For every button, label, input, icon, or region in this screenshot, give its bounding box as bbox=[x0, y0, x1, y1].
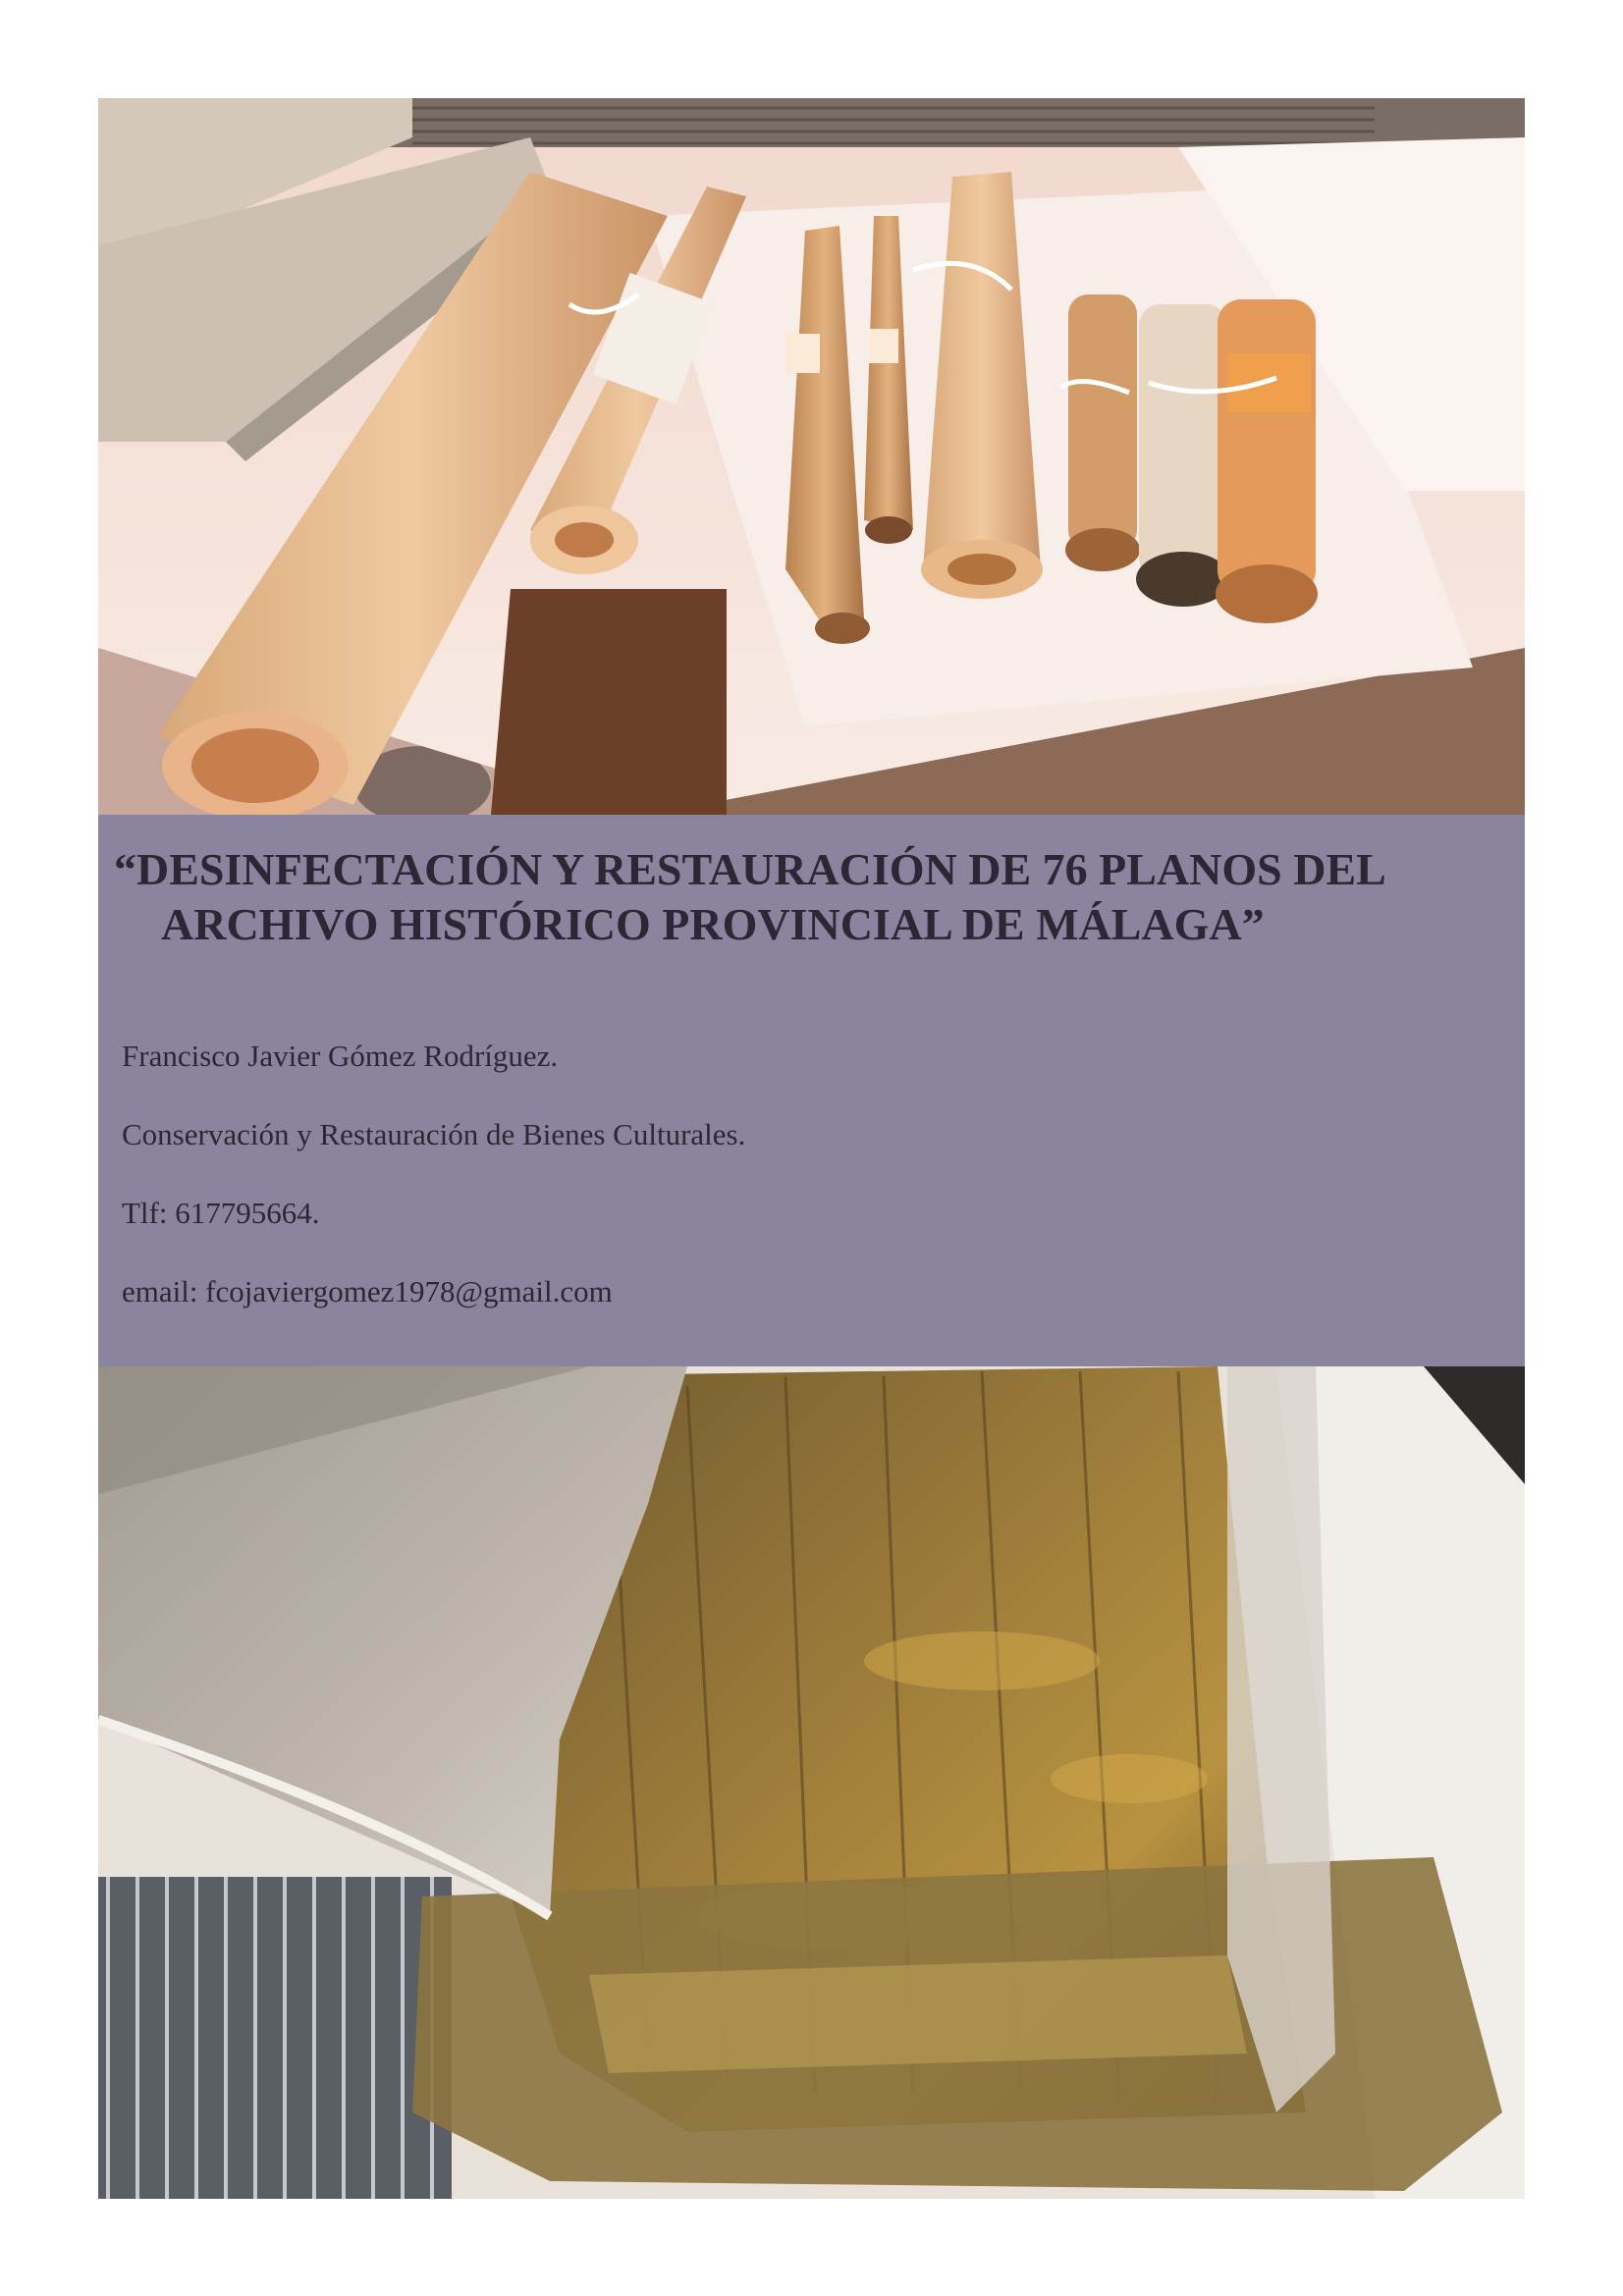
author-phone: Tlf: 617795664. bbox=[122, 1196, 320, 1230]
document-title bbox=[114, 842, 1508, 952]
rolled-plans-image bbox=[98, 98, 1525, 815]
author-field: Conservación y Restauración de Bienes Culturales. bbox=[122, 1117, 746, 1151]
title-band bbox=[98, 815, 1525, 1366]
photo-rolled-plans bbox=[98, 98, 1525, 815]
damaged-plans-image bbox=[98, 1366, 1525, 2199]
title-line-2: ARCHIVO HISTÓRICO PROVINCIAL DE MÁLAGA” bbox=[161, 899, 1265, 949]
photo-damaged-plans bbox=[98, 1366, 1525, 2199]
author-email: email: fcojaviergomez1978@gmail.com bbox=[122, 1274, 613, 1308]
title-line-1: “DESINFECTACIÓN Y RESTAURACIÓN DE 76 PLANOS DEL bbox=[114, 844, 1386, 894]
author-name: Francisco Javier Gómez Rodríguez. bbox=[122, 1039, 559, 1073]
